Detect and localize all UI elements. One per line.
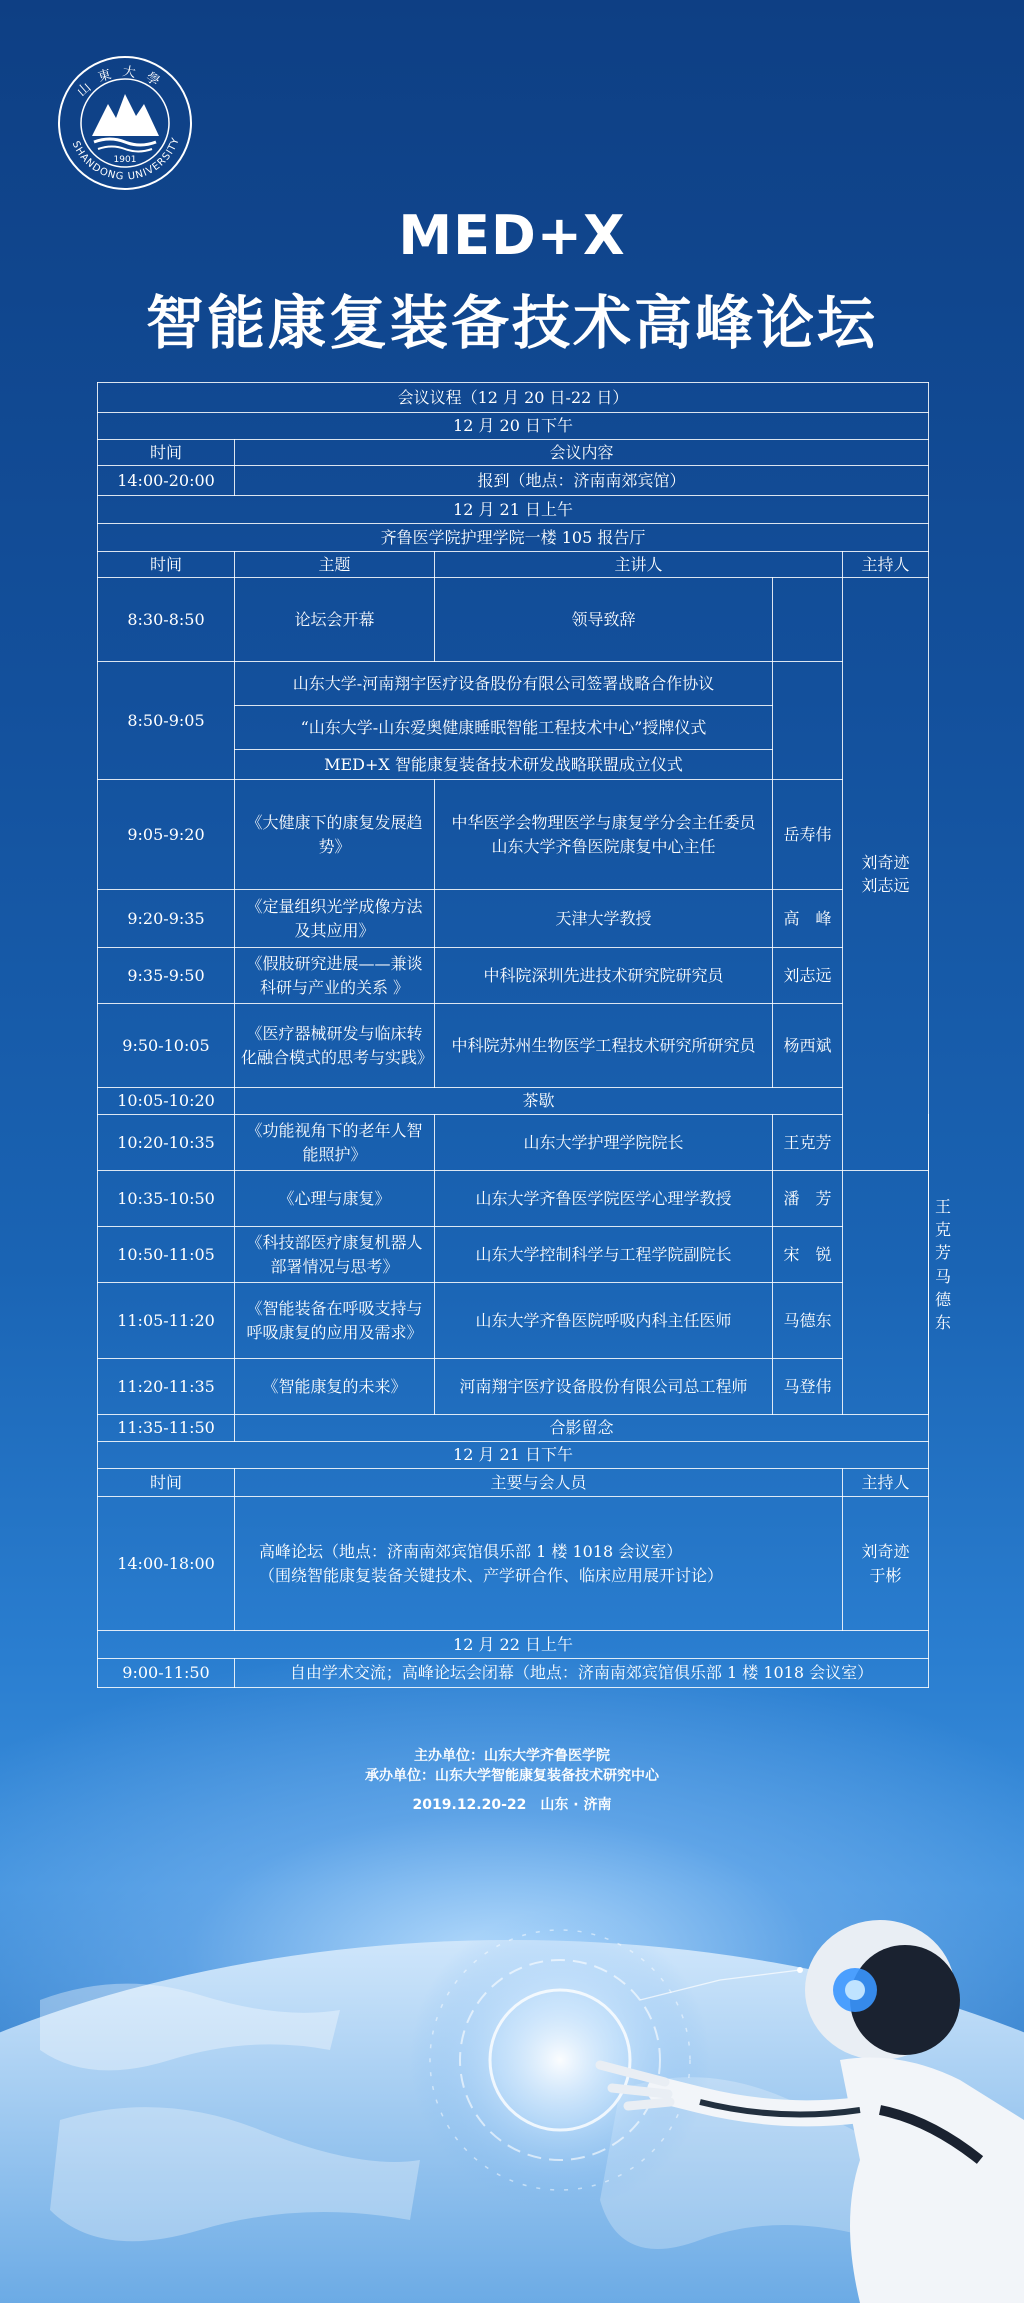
talk-name: 杨西斌 bbox=[773, 1004, 843, 1088]
talk-name: 王克芳 bbox=[773, 1115, 843, 1171]
talk-speaker: 中科院深圳先进技术研究院研究员 bbox=[435, 948, 773, 1004]
day1-content: 报到（地点：济南南郊宾馆） bbox=[235, 466, 929, 496]
tea-label: 茶歇 bbox=[235, 1088, 843, 1115]
opening-topic: 论坛会开幕 bbox=[235, 578, 435, 662]
talk-time: 9:20-9:35 bbox=[98, 890, 235, 948]
talk-name: 潘 芳 bbox=[773, 1171, 843, 1227]
col-guests: 主要与会人员 bbox=[235, 1469, 843, 1497]
talk-name: 马登伟 bbox=[773, 1359, 843, 1415]
day3-title: 12 月 22 日上午 bbox=[98, 1631, 929, 1659]
summit-host: 刘奇迹 于彬 bbox=[843, 1497, 929, 1631]
col-time: 时间 bbox=[98, 1469, 235, 1497]
host1-cell: 刘奇迹 刘志远 bbox=[843, 578, 929, 1171]
col-time: 时间 bbox=[98, 552, 235, 578]
talk-speaker: 中科院苏州生物医学工程技术研究所研究员 bbox=[435, 1004, 773, 1088]
title-line2: 智能康复装备技术高峰论坛 bbox=[145, 289, 878, 357]
opening-time: 8:30-8:50 bbox=[98, 578, 235, 662]
summit-line1: 高峰论坛（地点：济南南郊宾馆俱乐部 1 楼 1018 会议室） bbox=[259, 1542, 683, 1562]
talk-speaker: 山东大学护理学院院长 bbox=[435, 1115, 773, 1171]
talk-time: 11:20-11:35 bbox=[98, 1359, 235, 1415]
robot-pointing-globe-icon bbox=[0, 1860, 1024, 2303]
talk-name: 马德东 bbox=[773, 1283, 843, 1359]
logo-year: 1901 bbox=[113, 155, 137, 165]
agenda-header: 会议议程（12 月 20 日-22 日） bbox=[98, 383, 929, 413]
talk-topic: 《定量组织光学成像方法及其应用》 bbox=[235, 890, 435, 948]
title-line1: MED+X bbox=[398, 204, 626, 267]
talk-topic: 《心理与康复》 bbox=[235, 1171, 435, 1227]
day1-title: 12 月 20 日下午 bbox=[98, 413, 929, 440]
day2pm-title: 12 月 21 日下午 bbox=[98, 1442, 929, 1469]
university-logo-icon bbox=[56, 54, 194, 192]
col-host: 主持人 bbox=[843, 552, 929, 578]
talk-topic: 《假肢研究进展——兼谈科研与产业的关系 》 bbox=[235, 948, 435, 1004]
col-content: 会议内容 bbox=[235, 440, 929, 466]
organizer-host: 主办单位：山东大学齐鲁医学院 bbox=[414, 1748, 610, 1764]
talk-speaker: 河南翔宇医疗设备股份有限公司总工程师 bbox=[435, 1359, 773, 1415]
logo-name-en: SHANDONG UNIVERSITY bbox=[69, 135, 182, 183]
talk-name: 高 峰 bbox=[773, 890, 843, 948]
tea-time: 10:05-10:20 bbox=[98, 1088, 235, 1115]
closing-content: 自由学术交流；高峰论坛会闭幕（地点：济南南郊宾馆俱乐部 1 楼 1018 会议室） bbox=[235, 1659, 929, 1688]
photo-time: 11:35-11:50 bbox=[98, 1415, 235, 1442]
photo-label: 合影留念 bbox=[235, 1415, 929, 1442]
talk-speaker: 山东大学控制科学与工程学院副院长 bbox=[435, 1227, 773, 1283]
organizer-date-place: 2019.12.20-22 山东 · 济南 bbox=[412, 1797, 612, 1813]
talk-topic: 《大健康下的康复发展趋势》 bbox=[235, 780, 435, 890]
ceremony-item: MED+X 智能康复装备技术研发战略联盟成立仪式 bbox=[235, 750, 773, 780]
talk-topic: 《功能视角下的老年人智能照护》 bbox=[235, 1115, 435, 1171]
talk-time: 11:05-11:20 bbox=[98, 1283, 235, 1359]
talk-time: 10:35-10:50 bbox=[98, 1171, 235, 1227]
agenda-table: 会议议程（12 月 20 日-22 日） 12 月 20 日下午 时间 会议内容 14:00-20:00 报到（地点：济南南郊宾馆） 12 月 21 日上午 齐鲁医学院护理学院一楼 105 报告厅 时间 主题 主讲人 主持人 8:30-8:50 论坛会开幕 领导致辞 刘奇迹 刘志远 8:50-9:05 山东大学-河南翔宇医疗设备股份有限公司签署战略合作协议 “山东大学-山东爱奥健康睡眠智能工程技术中心”授牌仪式 MED+X 智能康复装备技术研发战略联盟成立仪式 9:05-9:20 《大健康下的康复发展趋势》 中华医学会物理医学与康复学分会主任委员 山东大学齐鲁医院康复中心主任 岳寿伟 9:20-9:35 《定量组织光学成像方法及其应用》 天津大学教授 高 峰 9:35-9:50 《假肢研究进展——兼谈科研与产业的关系 》 中科院深圳先进技术研究院研究员 刘志远 9:50-10:05 《医疗器械研发与临床转化融合模式的思考与实践》 中科院苏州生物医学工程技术研究所研究员 杨西斌 10:05-10:20 茶歇 10:20-10:35 《功能视角下的老年人智能照护》 山东大学护理学院院长 王克芳 王克芳 马德东 10:35-10:50 《心理与康复》 山东大学齐鲁医学院医学心理学教授 潘 芳 10:50-11:05 《科技部医疗康复机器人部署情况与思考》 山东大学控制科学与工程学院副院长 宋 锐 11:05-11:20 《智能装备在呼吸支持与呼吸康复的应用及需求》 山东大学齐鲁医院呼吸内科主任医师 马德东 11:20-11:35 《智能康复的未来》 河南翔宇医疗设备股份有限公司总工程师 马登伟 11:35-11:50 合影留念 12 月 21 日下午 时间 主要与会人员 主持人 14:00-18:00 高峰论坛（地点：济南南郊宾馆俱乐部 1 楼 1018 会议室） （围绕智能康复装备关键技术、产学研合作、临床应用展开讨论） 刘奇迹 于彬 12 月 22 日上午 9:00-11:50 自由学术交流；高峰论坛会闭幕（地点：济南南郊宾馆俱乐部 1 楼 1018 会议室） bbox=[97, 382, 929, 1688]
talk-speaker: 天津大学教授 bbox=[435, 890, 773, 948]
col-time: 时间 bbox=[98, 440, 235, 466]
day2am-title: 12 月 21 日上午 bbox=[98, 496, 929, 524]
ceremony-time: 8:50-9:05 bbox=[98, 662, 235, 780]
col-topic: 主题 bbox=[235, 552, 435, 578]
talk-name: 刘志远 bbox=[773, 948, 843, 1004]
talk-time: 10:20-10:35 bbox=[98, 1115, 235, 1171]
organizer-cohost: 承办单位：山东大学智能康复装备技术研究中心 bbox=[365, 1768, 659, 1784]
talk-time: 10:50-11:05 bbox=[98, 1227, 235, 1283]
talk-topic: 《医疗器械研发与临床转化融合模式的思考与实践》 bbox=[235, 1004, 435, 1088]
talk-name: 岳寿伟 bbox=[773, 780, 843, 890]
closing-time: 9:00-11:50 bbox=[98, 1659, 235, 1688]
opening-speaker: 领导致辞 bbox=[435, 578, 773, 662]
col-host: 主持人 bbox=[843, 1469, 929, 1497]
summit-time: 14:00-18:00 bbox=[98, 1497, 235, 1631]
venue: 齐鲁医学院护理学院一楼 105 报告厅 bbox=[98, 524, 929, 552]
talk-time: 9:05-9:20 bbox=[98, 780, 235, 890]
talk-topic: 《科技部医疗康复机器人部署情况与思考》 bbox=[235, 1227, 435, 1283]
talk-speaker: 山东大学齐鲁医院呼吸内科主任医师 bbox=[435, 1283, 773, 1359]
talk-topic: 《智能装备在呼吸支持与呼吸康复的应用及需求》 bbox=[235, 1283, 435, 1359]
summit-line2: （围绕智能康复装备关键技术、产学研合作、临床应用展开讨论） bbox=[259, 1565, 724, 1585]
ceremony-item: 山东大学-河南翔宇医疗设备股份有限公司签署战略合作协议 bbox=[235, 662, 773, 706]
col-speaker: 主讲人 bbox=[435, 552, 843, 578]
day1-time: 14:00-20:00 bbox=[98, 466, 235, 496]
talk-name: 宋 锐 bbox=[773, 1227, 843, 1283]
talk-time: 9:35-9:50 bbox=[98, 948, 235, 1004]
logo-name-cn: 山東大學 bbox=[74, 64, 171, 101]
talk-speaker: 中华医学会物理医学与康复学分会主任委员 山东大学齐鲁医院康复中心主任 bbox=[435, 780, 773, 890]
ceremony-item: “山东大学-山东爱奥健康睡眠智能工程技术中心”授牌仪式 bbox=[235, 706, 773, 750]
talk-topic: 《智能康复的未来》 bbox=[235, 1359, 435, 1415]
talk-time: 9:50-10:05 bbox=[98, 1004, 235, 1088]
talk-speaker: 山东大学齐鲁医学院医学心理学教授 bbox=[435, 1171, 773, 1227]
